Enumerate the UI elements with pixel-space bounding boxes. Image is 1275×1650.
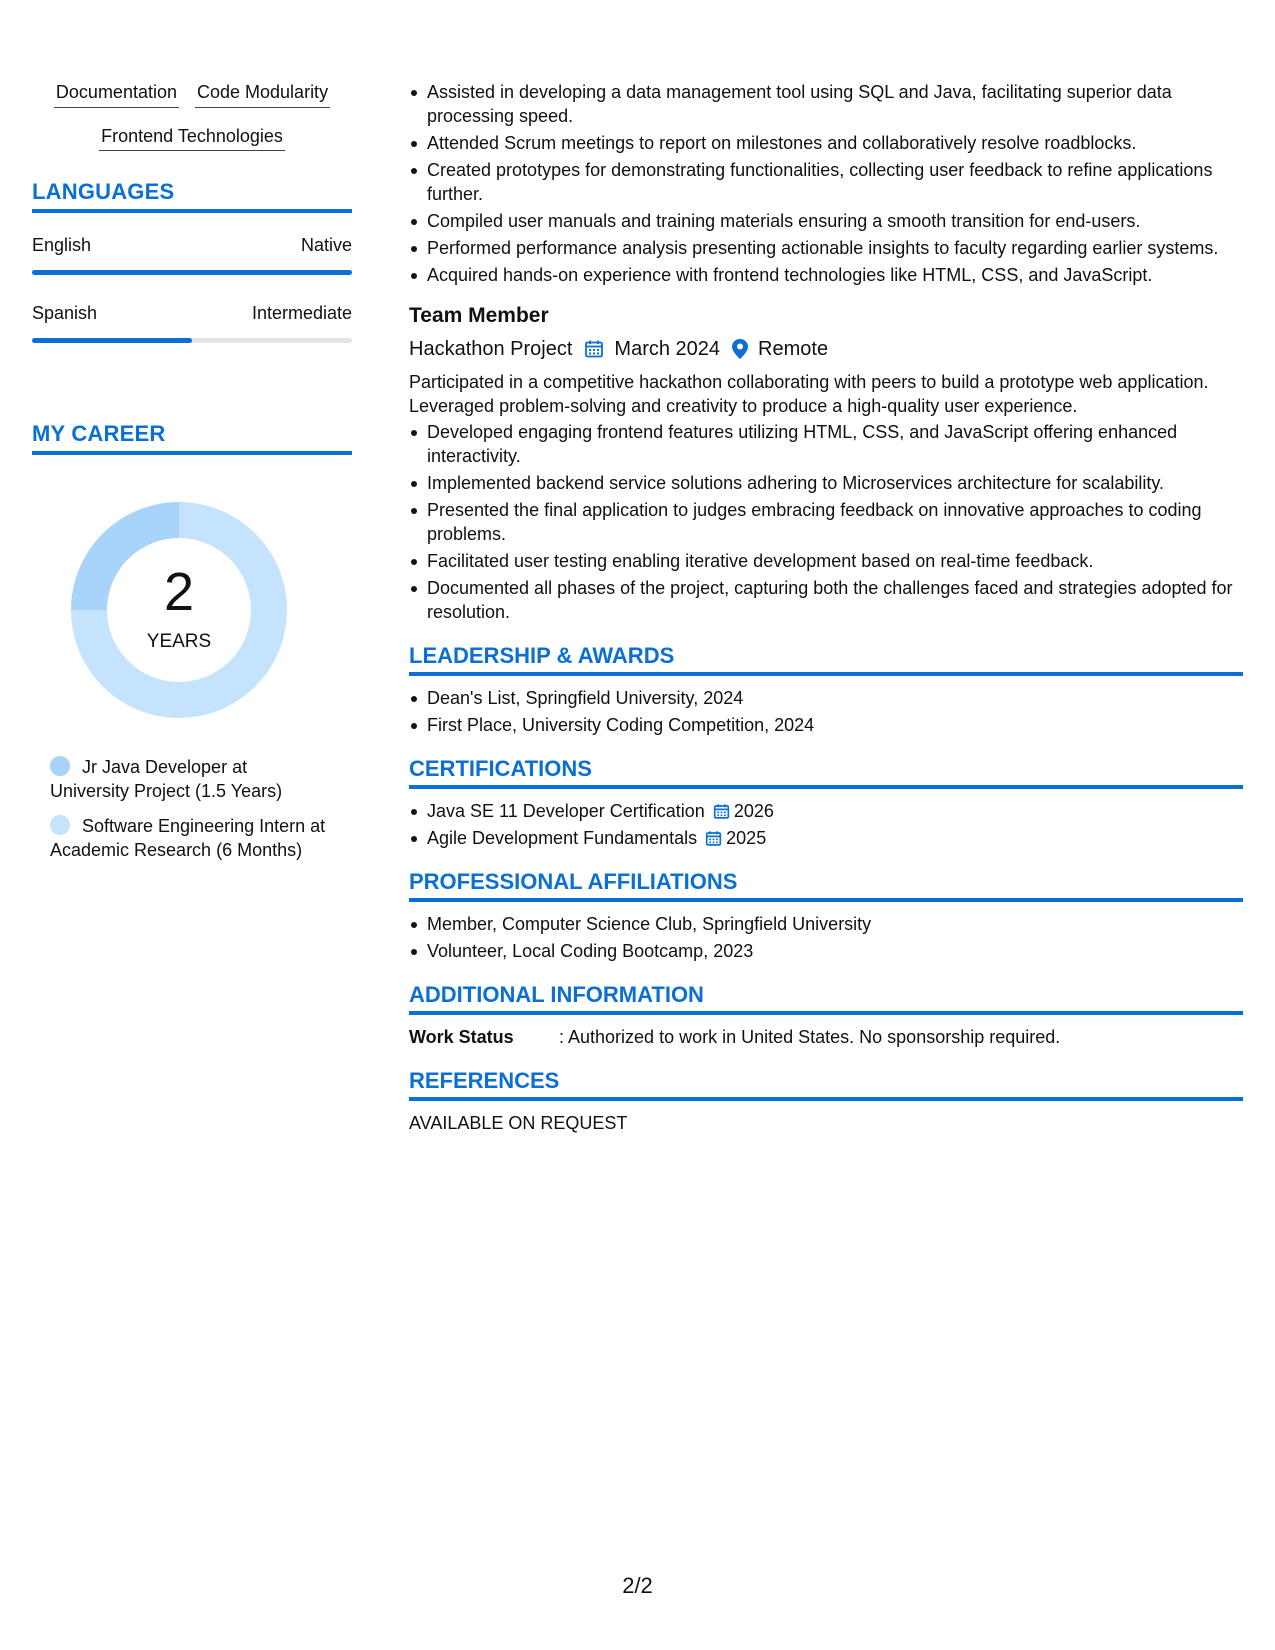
language-proficiency-bar bbox=[32, 338, 352, 343]
skill-tag: Code Modularity bbox=[195, 82, 330, 108]
certification-year: 2025 bbox=[726, 828, 767, 848]
skill-tag: Frontend Technologies bbox=[99, 126, 285, 152]
bullet-item: Performed performance analysis presenting actionable insights to faculty regarding earlier systems. bbox=[427, 236, 1243, 260]
affiliations-list bbox=[409, 912, 1243, 963]
role-bullets bbox=[409, 420, 1243, 624]
skill-tag: Documentation bbox=[54, 82, 179, 108]
bullet-item: Presented the final application to judges embracing feedback on innovative approaches to coding problems. bbox=[427, 498, 1243, 546]
certifications-list bbox=[409, 799, 1243, 850]
bullet-item: Created prototypes for demonstrating functionalities, collecting user feedback to refine applications further. bbox=[427, 158, 1243, 206]
bullet-item: Facilitated user testing enabling iterative development based on real-time feedback. bbox=[427, 549, 1243, 573]
bullet-item: Attended Scrum meetings to report on milestones and collaboratively resolve roadblocks. bbox=[427, 131, 1243, 155]
career-donut-chart bbox=[66, 497, 292, 723]
language-level: Native bbox=[300, 235, 352, 256]
certification-item bbox=[427, 826, 1243, 850]
certification-year: 2026 bbox=[733, 801, 774, 821]
bullet-item: Member, Computer Science Club, Springfield University bbox=[427, 912, 1243, 936]
bullet-item: Assisted in developing a data management tool using SQL and Java, facilitating superior data processing speed. bbox=[427, 80, 1243, 128]
main-content bbox=[409, 80, 1243, 1135]
references-heading: REFERENCES bbox=[409, 1069, 1243, 1101]
languages-heading: LANGUAGES bbox=[32, 179, 352, 213]
language-proficiency-fill bbox=[32, 338, 192, 343]
certification-name: Agile Development Fundamentals bbox=[427, 828, 698, 848]
language-item bbox=[32, 303, 352, 343]
language-proficiency-fill bbox=[32, 270, 352, 275]
leadership-list bbox=[409, 686, 1243, 737]
calendar-icon bbox=[705, 830, 722, 847]
work-status-value: : Authorized to work in United States. No sponsorship required. bbox=[559, 1027, 1061, 1047]
bullet-item: Developed engaging frontend features utilizing HTML, CSS, and JavaScript offering enhanced interactivity. bbox=[427, 420, 1243, 468]
additional-info-heading: ADDITIONAL INFORMATION bbox=[409, 983, 1243, 1015]
certification-name: Java SE 11 Developer Certification bbox=[427, 801, 705, 821]
affiliations-heading: PROFESSIONAL AFFILIATIONS bbox=[409, 870, 1243, 902]
legend-dot-icon bbox=[50, 756, 70, 776]
sidebar bbox=[32, 82, 352, 873]
language-level: Intermediate bbox=[251, 303, 352, 324]
career-total-years: 2 bbox=[163, 562, 195, 623]
language-proficiency-bar bbox=[32, 270, 352, 275]
experience-prev-bullets bbox=[409, 80, 1243, 287]
skills-list bbox=[32, 82, 352, 151]
role-location: Remote bbox=[758, 338, 829, 360]
bullet-item: Acquired hands-on experience with frontend technologies like HTML, CSS, and JavaScript. bbox=[427, 263, 1243, 287]
career-legend bbox=[50, 755, 330, 862]
calendar-icon bbox=[713, 803, 730, 820]
career-heading: MY CAREER bbox=[32, 421, 352, 455]
language-name: English bbox=[32, 235, 92, 256]
bullet-item: Volunteer, Local Coding Bootcamp, 2023 bbox=[427, 939, 1243, 963]
legend-dot-icon bbox=[50, 815, 70, 835]
location-pin-icon bbox=[732, 339, 748, 359]
role-organization: Hackathon Project bbox=[409, 338, 573, 360]
page-number: 2/2 bbox=[622, 1573, 653, 1598]
work-status-row bbox=[409, 1025, 1243, 1049]
bullet-item: Compiled user manuals and training materials ensuring a smooth transition for end-users. bbox=[427, 209, 1243, 233]
certification-item bbox=[427, 799, 1243, 823]
language-name: Spanish bbox=[32, 303, 98, 324]
bullet-item: Documented all phases of the project, capturing both the challenges faced and strategies adopted for resolution. bbox=[427, 576, 1243, 624]
role-date: March 2024 bbox=[614, 338, 721, 360]
career-legend-item bbox=[50, 814, 330, 862]
work-status-label: Work Status bbox=[409, 1027, 514, 1047]
career-legend-item bbox=[50, 755, 330, 803]
career-years-label: YEARS bbox=[146, 631, 212, 653]
role-meta bbox=[409, 336, 1243, 362]
certifications-heading: CERTIFICATIONS bbox=[409, 757, 1243, 789]
role-title: Team Member bbox=[409, 304, 549, 327]
leadership-heading: LEADERSHIP & AWARDS bbox=[409, 644, 1243, 676]
calendar-icon bbox=[584, 339, 604, 359]
bullet-item: First Place, University Coding Competition, 2024 bbox=[427, 713, 1243, 737]
career-legend-label: Jr Java Developer at University Project (1.5 Years) bbox=[50, 757, 283, 802]
bullet-item: Dean's List, Springfield University, 2024 bbox=[427, 686, 1243, 710]
references-text: AVAILABLE ON REQUEST bbox=[409, 1113, 628, 1133]
role-description: Participated in a competitive hackathon collaborating with peers to build a prototype web application. Leveraged problem-solving and creativity to produce a high-quality user experience. bbox=[409, 372, 1209, 416]
language-item bbox=[32, 235, 352, 275]
career-legend-label: Software Engineering Intern at Academic Research (6 Months) bbox=[50, 816, 326, 861]
bullet-item: Implemented backend service solutions adhering to Microservices architecture for scalability. bbox=[427, 471, 1243, 495]
